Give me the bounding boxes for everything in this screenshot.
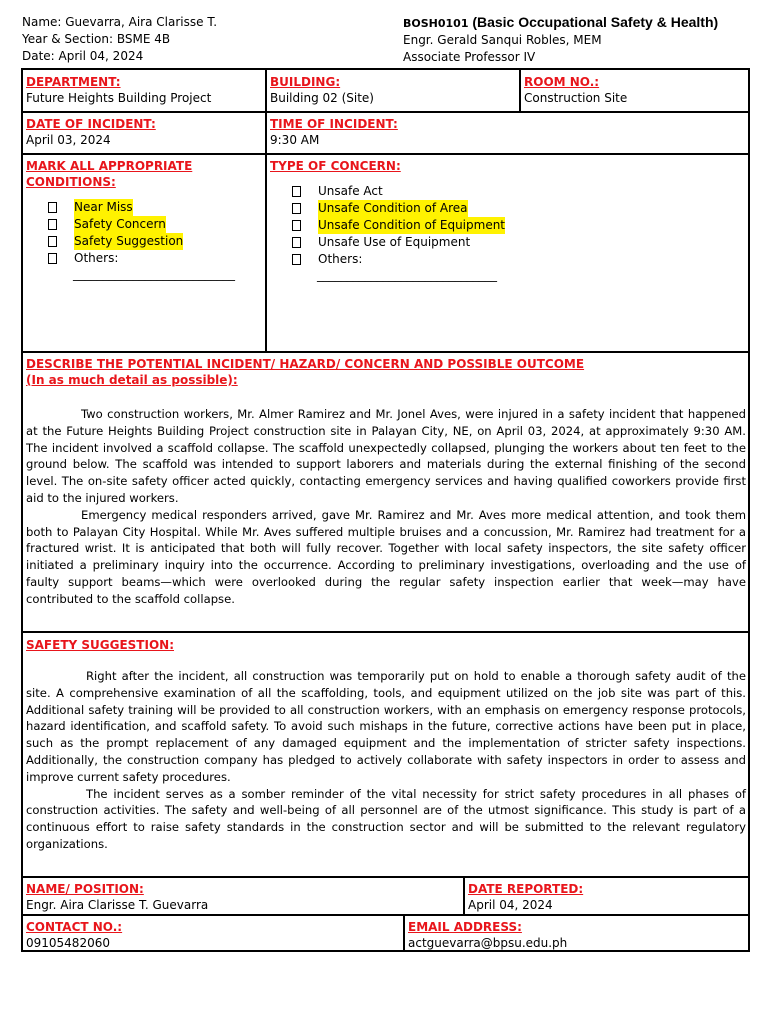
- course-name: (Basic Occupational Safety & Health): [472, 14, 719, 30]
- col-divider: [463, 876, 465, 914]
- col-divider: [403, 914, 405, 952]
- date-reported-cell: [468, 881, 748, 913]
- instructor-title: Associate Professor IV: [403, 50, 536, 64]
- email-value: actguevarra@bpsu.edu.ph: [408, 936, 568, 950]
- room-value: Construction Site: [524, 91, 628, 105]
- suggestion-paragraph: The incident serves as a somber reminder of the vital necessity for strict safety procedures in all phases of construction activities. The safety and well-being of all personnel are of the utmost significance. This study is part of a continuous effort to raise safety standards in the construction sector and will be submitted to the relevant regulatory organizations.: [26, 786, 746, 851]
- checkbox-icon[interactable]: [292, 203, 301, 214]
- department-label: DEPARTMENT:: [26, 75, 121, 89]
- name-position-label: NAME/ POSITION:: [26, 882, 144, 896]
- concern-option-label: Unsafe Condition of Equipment: [318, 218, 506, 232]
- checkbox-icon[interactable]: [48, 202, 57, 213]
- row-divider: [23, 631, 748, 633]
- concern-option-label: Unsafe Condition of Area: [318, 201, 468, 215]
- describe-cell: [26, 356, 746, 608]
- concern-label: TYPE OF CONCERN:: [270, 159, 401, 173]
- time-of-incident-cell: [270, 116, 740, 148]
- col-divider: [265, 111, 267, 351]
- concern-option-unsafe-equipment[interactable]: [292, 217, 740, 234]
- condition-option-label: Safety Suggestion: [74, 234, 184, 248]
- course-info: [403, 14, 718, 66]
- checkbox-icon[interactable]: [48, 236, 57, 247]
- checkbox-icon[interactable]: [292, 237, 301, 248]
- concern-option-unsafe-area[interactable]: [292, 200, 740, 217]
- col-divider: [519, 70, 521, 111]
- student-name: Name: Guevarra, Aira Clarisse T.: [22, 15, 218, 29]
- checkbox-icon[interactable]: [292, 186, 301, 197]
- contact-value: 09105482060: [26, 936, 110, 950]
- suggestion-label: SAFETY SUGGESTION:: [26, 638, 174, 652]
- name-position-cell: [26, 881, 462, 913]
- checkbox-icon[interactable]: [48, 219, 57, 230]
- conditions-options: [26, 199, 264, 281]
- suggestion-cell: [26, 637, 746, 853]
- time-of-incident-value: 9:30 AM: [270, 133, 320, 147]
- building-cell: [270, 74, 518, 106]
- row-divider: [23, 111, 748, 113]
- date-of-incident-cell: [26, 116, 264, 148]
- room-label: ROOM NO.:: [524, 75, 600, 89]
- concern-option-unsafe-act[interactable]: [292, 183, 740, 200]
- describe-paragraph: Two construction workers, Mr. Almer Ramirez and Mr. Jonel Aves, were injured in a safety incident that happened at the Future Heights Building Project construction site in Palayan City, NE, on April 03, 2024, at approximately 9:30 AM. The incident involved a scaffold collapse. The scaffold unexpectedly collapsed, plunging the workers about ten feet to the ground below. The scaffold was intended to support laborers and materials during the external finishing of the second level. The on-site safety officer acted quickly, contacting emergency services and having qualified coworkers provide first aid to the injured workers.: [26, 407, 746, 505]
- others-blank-line[interactable]: ______________________________: [317, 268, 497, 282]
- department-value: Future Heights Building Project: [26, 91, 212, 105]
- contact-cell: [26, 919, 402, 951]
- building-label: BUILDING:: [270, 75, 341, 89]
- condition-option-safety-concern[interactable]: [48, 216, 264, 233]
- instructor-name: Engr. Gerald Sanqui Robles, MEM: [403, 33, 602, 47]
- describe-label: DESCRIBE THE POTENTIAL INCIDENT/ HAZARD/ CONCERN AND POSSIBLE OUTCOME: [26, 357, 585, 371]
- date-of-incident-value: April 03, 2024: [26, 133, 111, 147]
- checkbox-icon[interactable]: [292, 220, 301, 231]
- year-section: Year & Section: BSME 4B: [22, 32, 171, 46]
- row-divider: [23, 914, 748, 916]
- room-cell: [524, 74, 749, 106]
- condition-option-label: Near Miss: [74, 200, 133, 214]
- conditions-cell: [26, 158, 264, 281]
- submission-date: Date: April 04, 2024: [22, 49, 144, 63]
- incident-report-form: [21, 68, 750, 952]
- email-label: EMAIL ADDRESS:: [408, 920, 522, 934]
- student-info: [22, 14, 217, 65]
- date-reported-label: DATE REPORTED:: [468, 882, 584, 896]
- date-reported-value: April 04, 2024: [468, 898, 553, 912]
- concern-option-others[interactable]: [292, 251, 740, 268]
- email-cell: [408, 919, 748, 951]
- conditions-label: MARK ALL APPROPRIATE CONDITIONS:: [26, 159, 193, 189]
- col-divider: [265, 70, 267, 111]
- describe-sublabel: (In as much detail as possible):: [26, 373, 238, 387]
- suggestion-paragraph: Right after the incident, all construction was temporarily put on hold to enable a thorough safety audit of the site. A comprehensive examination of all the scaffolding, tools, and equipment utilized on the job site was part of this. Additional safety training will be provided to all construction workers, with an emphasis on emergency response protocols, hazard identification, and scaffold safety. To avoid such mishaps in the future, corrective actions have been put in place, such as the prompt replacement of any damaged equipment and the implementation of stricter safety inspections. Additionally, the construction company has pledged to actively collaborate with safety inspectors in order to assess and improve current safety procedures.: [26, 669, 746, 784]
- checkbox-icon[interactable]: [292, 254, 301, 265]
- department-cell: [26, 74, 264, 106]
- condition-option-label: Safety Concern: [74, 217, 166, 231]
- time-of-incident-label: TIME OF INCIDENT:: [270, 117, 398, 131]
- row-divider: [23, 351, 748, 353]
- others-blank-line[interactable]: ___________________________: [73, 267, 235, 281]
- contact-label: CONTACT NO.:: [26, 920, 123, 934]
- date-of-incident-label: DATE OF INCIDENT:: [26, 117, 156, 131]
- condition-option-safety-suggestion[interactable]: [48, 233, 264, 250]
- concern-option-label: Unsafe Act: [318, 184, 383, 198]
- concern-option-unsafe-use[interactable]: [292, 234, 740, 251]
- row-divider: [23, 876, 748, 878]
- concern-options: [270, 183, 740, 282]
- building-value: Building 02 (Site): [270, 91, 374, 105]
- concern-option-label: Others:: [318, 252, 363, 266]
- course-code: BOSH0101: [403, 17, 469, 30]
- describe-paragraph: Emergency medical responders arrived, gave Mr. Ramirez and Mr. Aves more medical attention, and took them both to Palayan City Hospital. While Mr. Aves suffered multiple bruises and a concussion, Mr. Ramirez had treatment for a fractured wrist. It is anticipated that both will fully recover. Together with local safety inspectors, the site safety officer initiated a preliminary inquiry into the occurrence. According to preliminary investigations, overloading and the use of faulty support beams—which were overlooked during the regular safety inspection earlier that week—may have contributed to the scaffold collapse.: [26, 507, 746, 606]
- condition-option-label: Others:: [74, 251, 119, 265]
- row-divider: [23, 153, 748, 155]
- concern-option-label: Unsafe Use of Equipment: [318, 235, 471, 249]
- checkbox-icon[interactable]: [48, 253, 57, 264]
- condition-option-near-miss[interactable]: [48, 199, 264, 216]
- concern-cell: [270, 158, 740, 282]
- name-position-value: Engr. Aira Clarisse T. Guevarra: [26, 898, 209, 912]
- condition-option-others[interactable]: [48, 250, 264, 267]
